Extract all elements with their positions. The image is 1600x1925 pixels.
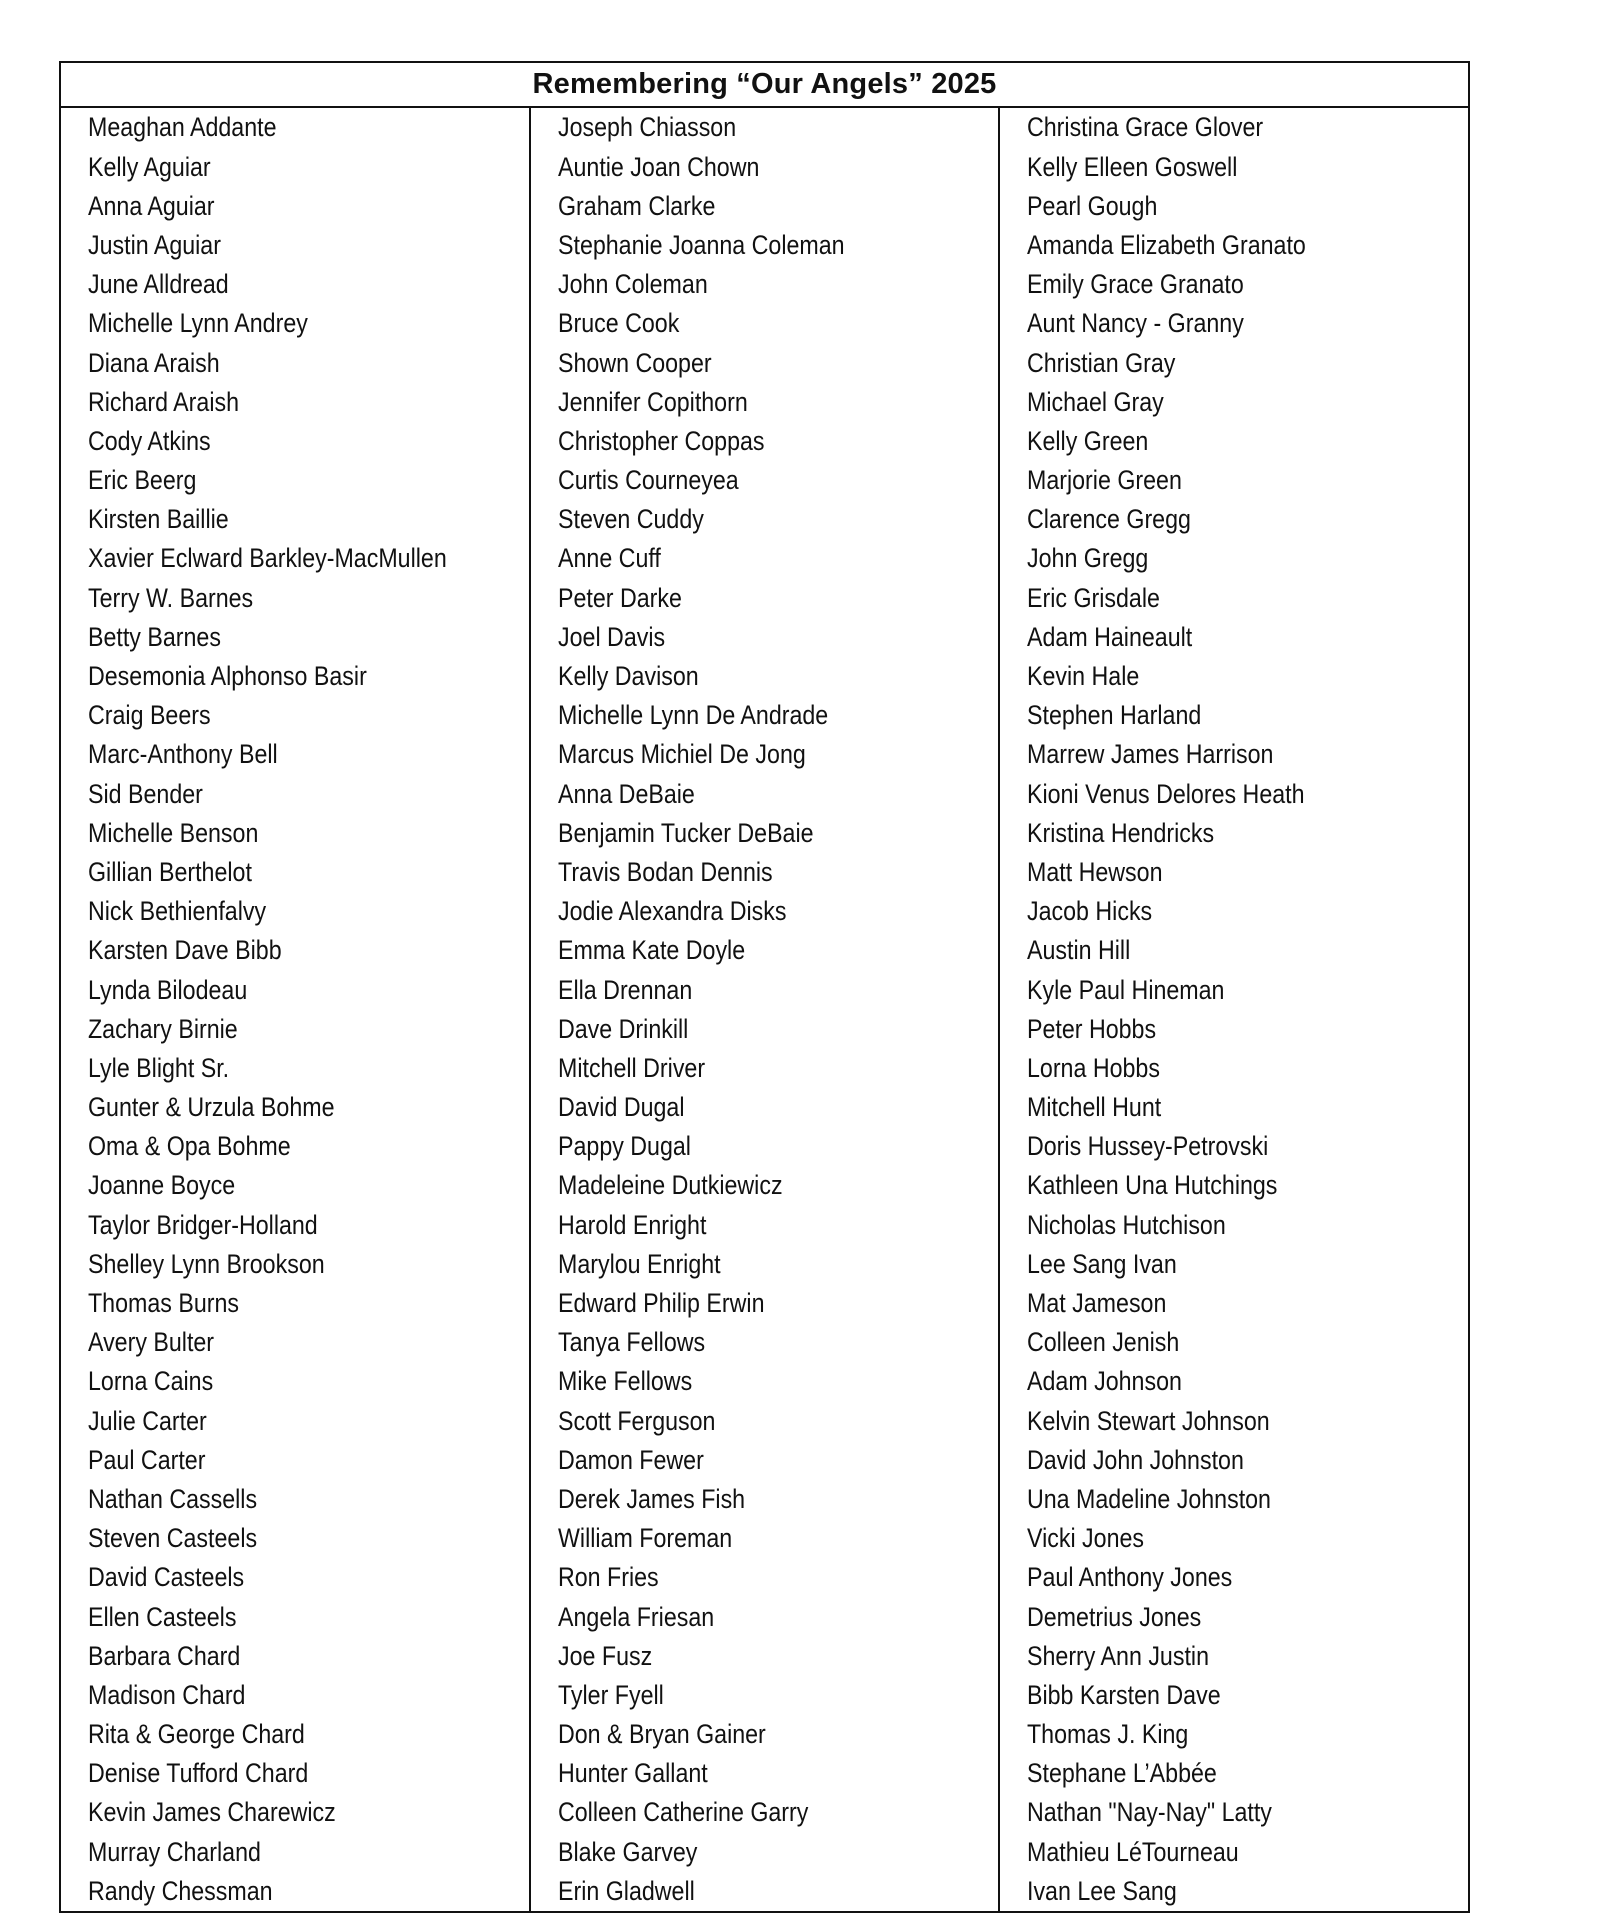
name-entry: Richard Araish — [88, 386, 240, 417]
name-entry: Steven Casteels — [88, 1523, 258, 1554]
name-entry: Demetrius Jones — [1027, 1601, 1202, 1632]
name-entry: Shown Cooper — [557, 347, 712, 378]
name-entry: Matt Hewson — [1027, 856, 1163, 887]
name-entry: Mike Fellows — [557, 1366, 692, 1397]
name-entry: Graham Clarke — [557, 190, 716, 221]
name-entry: Pappy Dugal — [557, 1131, 691, 1162]
name-entry: David Casteels — [88, 1562, 245, 1593]
name-entry: Mitchell Driver — [557, 1052, 705, 1083]
name-entry: Ron Fries — [557, 1562, 659, 1593]
name-entry: Doris Hussey-Petrovski — [1027, 1131, 1269, 1162]
name-entry: Pearl Gough — [1027, 190, 1158, 221]
name-entry: John Gregg — [1027, 543, 1149, 574]
name-column-2 — [529, 108, 999, 1911]
name-entry: Thomas J. King — [1027, 1719, 1189, 1750]
name-entry: Anna Aguiar — [88, 190, 215, 221]
name-entry: Clarence Gregg — [1027, 504, 1192, 535]
name-entry: Christina Grace Glover — [1027, 112, 1264, 143]
name-entry: Kelvin Stewart Johnson — [1027, 1405, 1270, 1436]
name-entry: Stephane L’Abbée — [1027, 1758, 1218, 1789]
name-entry: Benjamin Tucker DeBaie — [557, 817, 814, 848]
name-entry: Julie Carter — [88, 1405, 207, 1436]
name-entry: Lee Sang Ivan — [1027, 1248, 1178, 1279]
name-entry: David Dugal — [557, 1092, 685, 1123]
name-entry: Sherry Ann Justin — [1027, 1640, 1210, 1671]
name-entry: Curtis Courneyea — [557, 465, 739, 496]
name-entry: Rita & George Chard — [88, 1719, 305, 1750]
name-entry: John Coleman — [557, 269, 708, 300]
name-entry: Betty Barnes — [88, 621, 221, 652]
name-entry: Michael Gray — [1027, 386, 1165, 417]
name-entry: William Foreman — [557, 1523, 732, 1554]
name-entry: Ellen Casteels — [88, 1601, 237, 1632]
name-entry: Michelle Lynn De Andrade — [557, 700, 828, 731]
name-entry: Craig Beers — [88, 700, 211, 731]
name-entry: Kyle Paul Hineman — [1027, 974, 1225, 1005]
name-entry: Anne Cuff — [557, 543, 661, 574]
name-entry: Justin Aguiar — [88, 229, 221, 260]
name-entry: Stephanie Joanna Coleman — [557, 229, 845, 260]
name-entry: Mitchell Hunt — [1027, 1092, 1162, 1123]
name-entry: Steven Cuddy — [557, 504, 704, 535]
name-entry: Michelle Benson — [88, 817, 259, 848]
name-entry: Kevin James Charewicz — [88, 1797, 336, 1828]
name-entry: Edward Philip Erwin — [557, 1288, 765, 1318]
name-entry: Kristina Hendricks — [1027, 817, 1215, 848]
name-entry: Emily Grace Granato — [1027, 269, 1245, 300]
name-entry: Adam Johnson — [1027, 1366, 1183, 1397]
name-entry: Stephen Harland — [1027, 700, 1202, 731]
name-entry: Eric Grisdale — [1027, 582, 1161, 613]
name-entry: Don & Bryan Gainer — [557, 1719, 766, 1750]
name-entry: Kelly Davison — [557, 661, 699, 691]
name-entry: Terry W. Barnes — [88, 582, 254, 613]
name-entry: Lynda Bilodeau — [88, 974, 248, 1005]
name-entry: Kelly Aguiar — [88, 151, 211, 182]
name-entry: Murray Charland — [88, 1836, 261, 1867]
name-entry: Madison Chard — [88, 1679, 246, 1710]
name-entry: Bruce Cook — [557, 308, 679, 339]
name-entry: Tyler Fyell — [557, 1679, 664, 1710]
name-entry: Desemonia Alphonso Basir — [88, 661, 367, 691]
name-entry: Peter Darke — [557, 582, 682, 613]
name-entry: Marrew James Harrison — [1027, 739, 1274, 770]
name-entry: Ivan Lee Sang — [1027, 1875, 1178, 1906]
name-entry: Kathleen Una Hutchings — [1027, 1170, 1278, 1201]
name-entry: Taylor Bridger-Holland — [88, 1209, 318, 1240]
name-entry: Madeleine Dutkiewicz — [557, 1170, 783, 1201]
name-entry: Randy Chessman — [88, 1875, 273, 1906]
name-entry: Blake Garvey — [557, 1836, 698, 1867]
name-entry: Marjorie Green — [1027, 465, 1183, 496]
name-entry: Harold Enright — [557, 1209, 707, 1240]
name-entry: Christopher Coppas — [557, 425, 765, 456]
name-entry: Marcus Michiel De Jong — [557, 739, 806, 770]
name-entry: Kevin Hale — [1027, 661, 1140, 691]
name-entry: Lorna Cains — [88, 1366, 214, 1397]
name-entry: Una Madeline Johnston — [1027, 1483, 1272, 1514]
name-entry: Joe Fusz — [557, 1640, 652, 1671]
name-entry: Austin Hill — [1027, 935, 1131, 966]
name-entry: Emma Kate Doyle — [557, 935, 745, 966]
name-entry: Barbara Chard — [88, 1640, 241, 1671]
name-entry: Zachary Birnie — [88, 1013, 238, 1044]
name-entry: Nick Bethienfalvy — [88, 896, 267, 927]
name-entry: Kelly Elleen Goswell — [1027, 151, 1238, 182]
name-entry: Gunter & Urzula Bohme — [88, 1092, 335, 1123]
name-entry: Auntie Joan Chown — [557, 151, 760, 182]
name-entry: Kioni Venus Delores Heath — [1027, 778, 1305, 809]
name-column-1 — [61, 108, 529, 1911]
name-entry: Amanda Elizabeth Granato — [1027, 229, 1307, 260]
name-entry: Kelly Green — [1027, 425, 1149, 456]
name-entry: Nicholas Hutchison — [1027, 1209, 1227, 1240]
name-entry: Joel Davis — [557, 621, 665, 652]
name-entry: Nathan "Nay-Nay" Latty — [1027, 1797, 1273, 1828]
name-entry: Eric Beerg — [88, 465, 197, 496]
name-entry: Joseph Chiasson — [557, 112, 736, 143]
name-entry: Sid Bender — [88, 778, 203, 809]
name-entry: Erin Gladwell — [557, 1875, 695, 1906]
name-entry: June Alldread — [88, 269, 229, 300]
name-entry: Aunt Nancy - Granny — [1027, 308, 1245, 339]
name-entry: Joanne Boyce — [88, 1170, 236, 1201]
name-entry: Scott Ferguson — [557, 1405, 716, 1436]
name-entry: Christian Gray — [1027, 347, 1176, 378]
table-title: Remembering “Our Angels” 2025 — [61, 63, 1468, 108]
name-entry: Thomas Burns — [88, 1288, 239, 1318]
name-entry: Mat Jameson — [1027, 1288, 1167, 1318]
memorial-list-table — [59, 61, 1470, 1913]
name-entry: Bibb Karsten Dave — [1027, 1679, 1221, 1710]
name-entry: Derek James Fish — [557, 1483, 745, 1514]
name-entry: Vicki Jones — [1027, 1523, 1145, 1554]
name-entry: Anna DeBaie — [557, 778, 695, 809]
name-entry: Jodie Alexandra Disks — [557, 896, 787, 927]
name-entry: Jennifer Copithorn — [557, 386, 748, 417]
name-entry: Paul Anthony Jones — [1027, 1562, 1233, 1593]
name-entry: Dave Drinkill — [557, 1013, 689, 1044]
name-entry: Marc-Anthony Bell — [88, 739, 278, 770]
name-entry: Cody Atkins — [88, 425, 211, 456]
name-entry: Nathan Cassells — [88, 1483, 258, 1514]
name-entry: Ella Drennan — [557, 974, 692, 1005]
name-entry: Tanya Fellows — [557, 1327, 705, 1358]
name-entry: Damon Fewer — [557, 1444, 704, 1475]
name-entry: Angela Friesan — [557, 1601, 714, 1632]
name-columns — [61, 108, 1468, 1911]
name-column-3 — [998, 108, 1468, 1911]
name-entry: Lorna Hobbs — [1027, 1052, 1161, 1083]
name-entry: Colleen Catherine Garry — [557, 1797, 809, 1828]
name-entry: Lyle Blight Sr. — [88, 1052, 230, 1083]
name-entry: Travis Bodan Dennis — [557, 856, 773, 887]
name-entry: Kirsten Baillie — [88, 504, 229, 535]
name-entry: Michelle Lynn Andrey — [88, 308, 308, 339]
name-entry: Oma & Opa Bohme — [88, 1131, 291, 1162]
name-entry: Peter Hobbs — [1027, 1013, 1157, 1044]
name-entry: Adam Haineault — [1027, 621, 1193, 652]
name-entry: Shelley Lynn Brookson — [88, 1248, 325, 1279]
name-entry: Marylou Enright — [557, 1248, 721, 1279]
name-entry: David John Johnston — [1027, 1444, 1245, 1475]
name-entry: Jacob Hicks — [1027, 896, 1153, 927]
name-entry: Mathieu LéTourneau — [1027, 1836, 1240, 1867]
name-entry: Hunter Gallant — [557, 1758, 708, 1789]
name-entry: Xavier Eclward Barkley-MacMullen — [88, 543, 447, 574]
name-entry: Gillian Berthelot — [88, 856, 252, 887]
name-entry: Diana Araish — [88, 347, 220, 378]
name-entry: Paul Carter — [88, 1444, 206, 1475]
name-entry: Avery Bulter — [88, 1327, 215, 1358]
name-entry: Meaghan Addante — [88, 112, 277, 143]
name-entry: Karsten Dave Bibb — [88, 935, 282, 966]
name-entry: Denise Tufford Chard — [88, 1758, 309, 1789]
name-entry: Colleen Jenish — [1027, 1327, 1180, 1358]
